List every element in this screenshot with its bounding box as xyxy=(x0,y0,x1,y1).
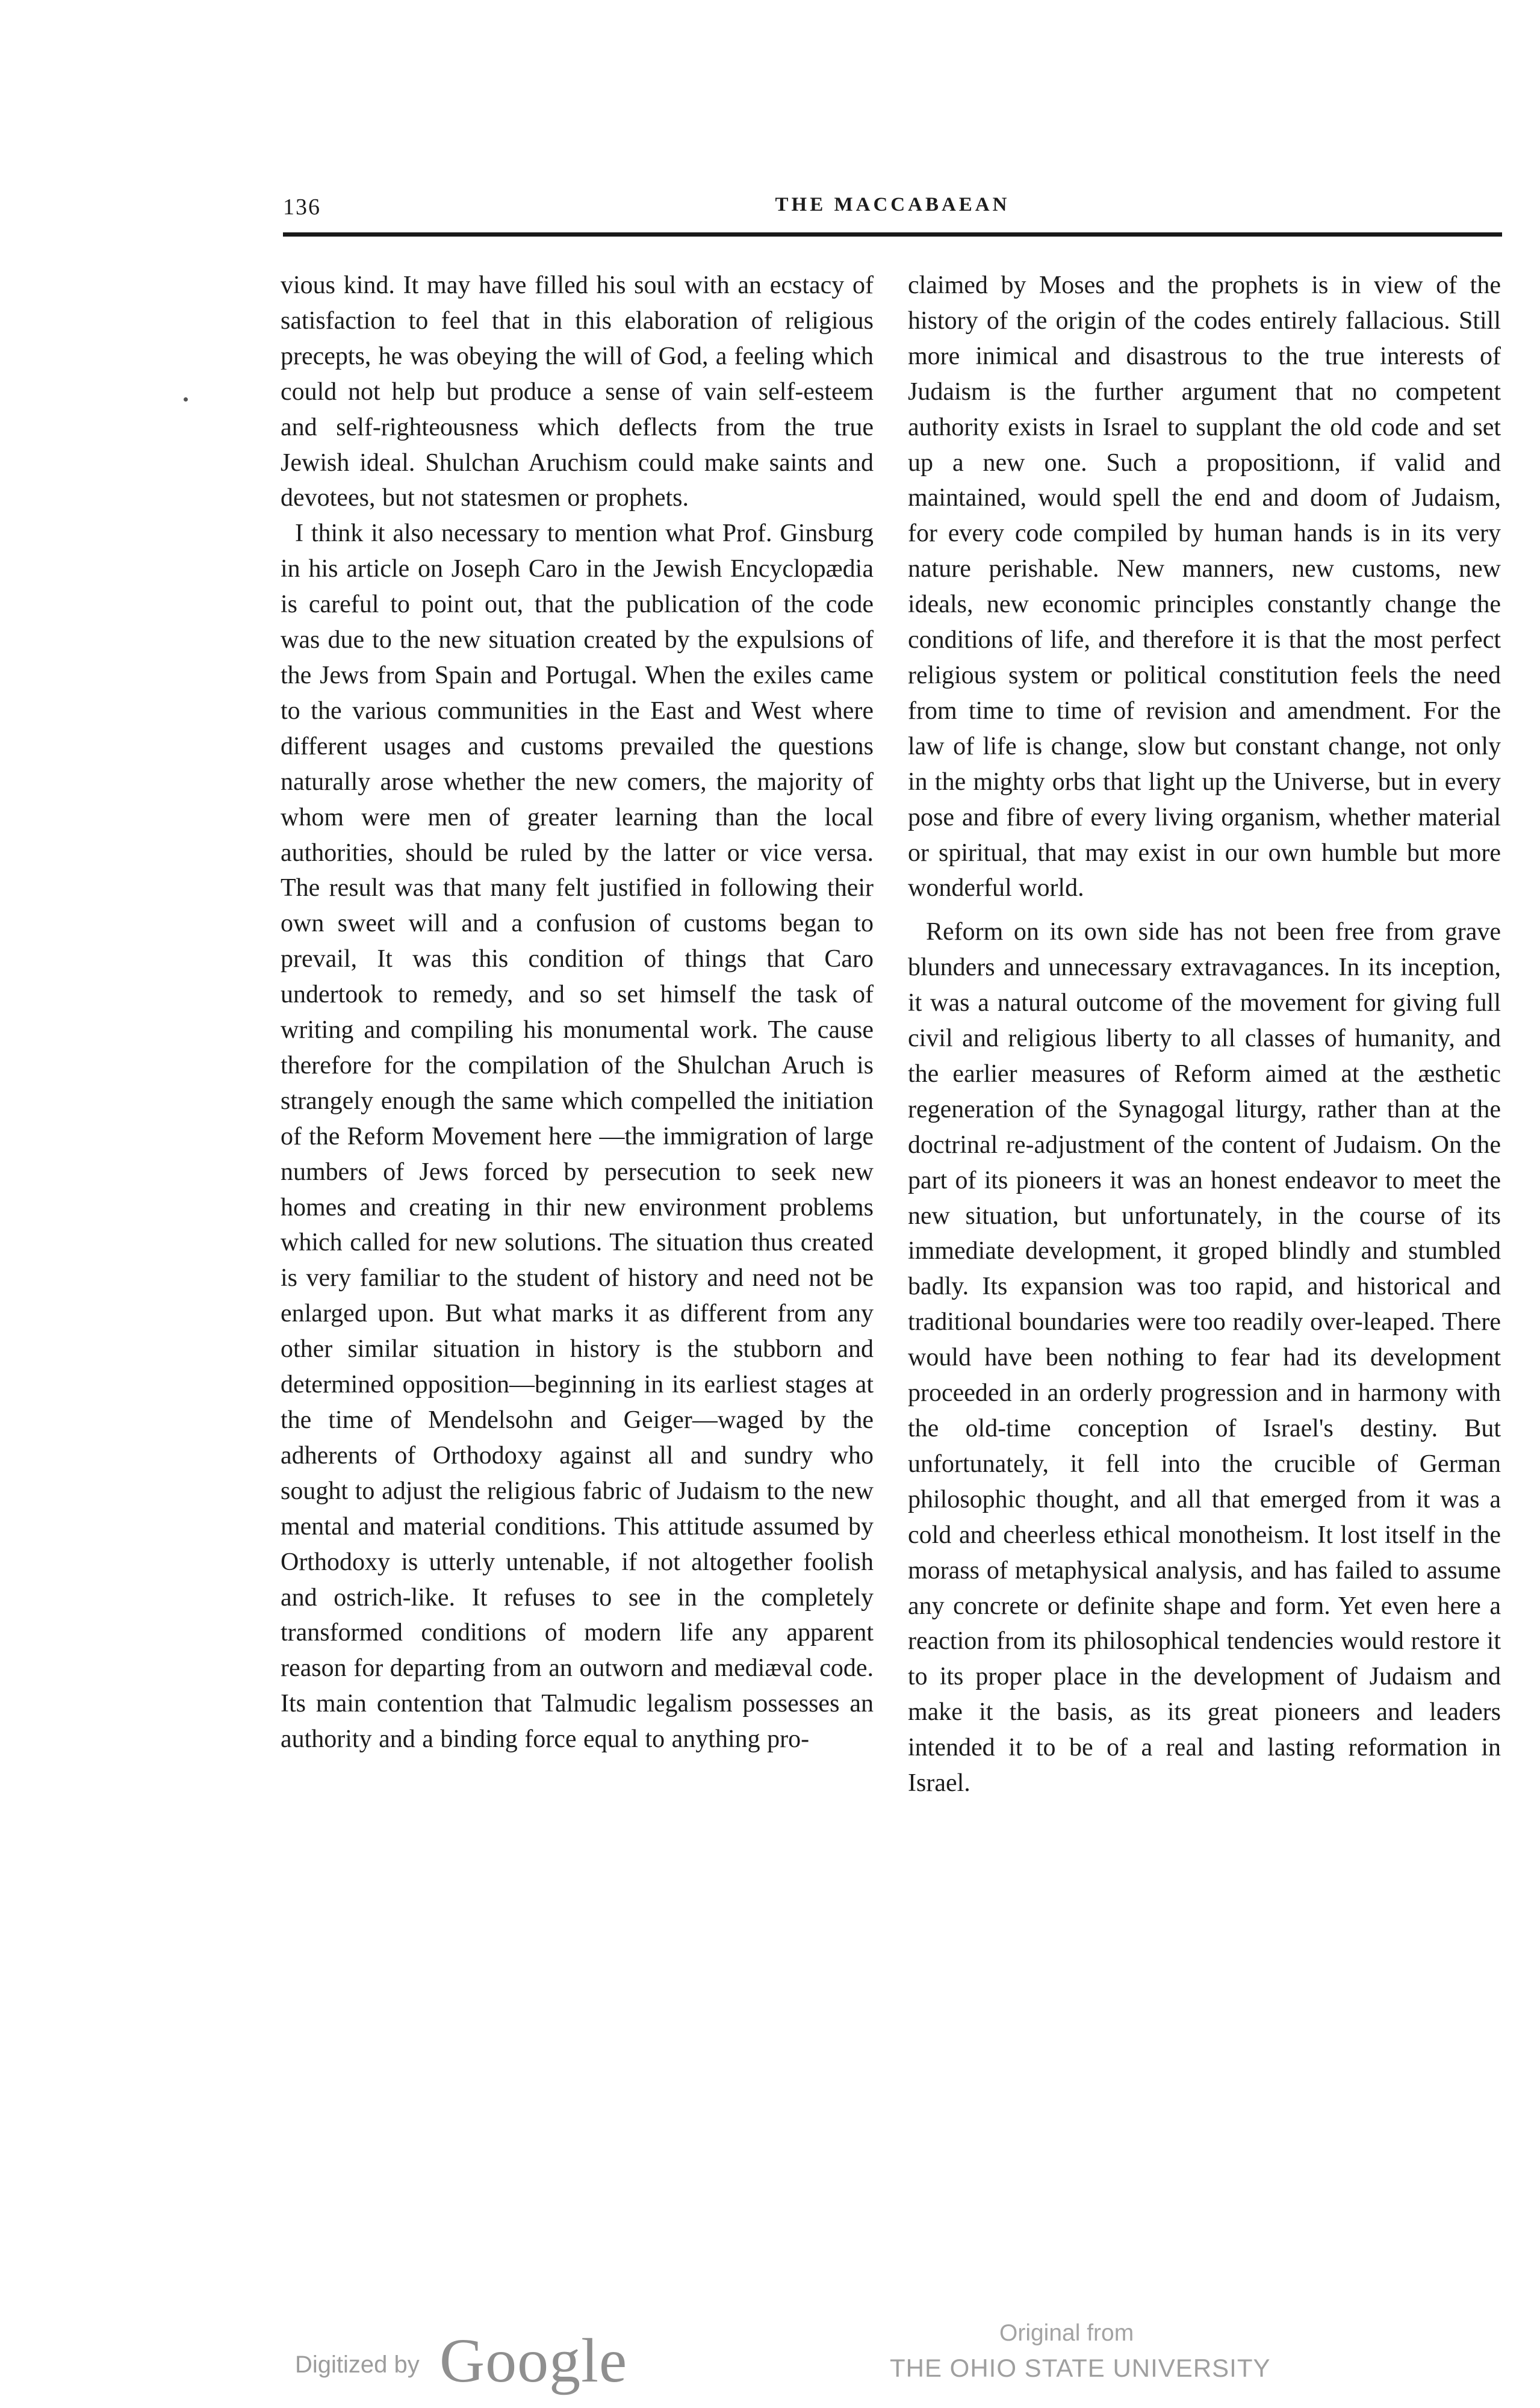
margin-speck xyxy=(184,397,188,402)
journal-title: THE MACCABAEAN xyxy=(775,194,1010,216)
digitization-footer xyxy=(0,2316,1540,2401)
left-column xyxy=(281,268,874,2315)
right-column xyxy=(908,268,1501,2315)
right-paragraph-1: claimed by Moses and the prophets is in view of the history of the origin of the codes entirely fallacious. Still more inimical and disastrous to the true interests of Judaism is the further argument that no competent authority exists in Israel to supplant the old code and set up a new one. Such a propositionn, if valid and maintained, would spell the end and doom of Judaism, for every code compiled by human hands is in its very nature perishable. New manners, new customs, new ideals, new economic principles constantly change the conditions of life, and therefore it is that the most perfect religious system or political constitution feels the need from time to time of revision and amendment. For the law of life is change, slow but constant change, not only in the mighty orbs that light up the Universe, but in every pose and fibre of every living organism, whether material or spiritual, that may exist in our own humble but more wonderful world. xyxy=(908,272,1501,902)
running-header xyxy=(283,194,1502,230)
page-number: 136 xyxy=(283,194,321,220)
right-paragraph-2: Reform on its own side has not been free from grave blunders and unnecessary extravagances. In its inception, it was a natural outcome of the movement for giving full civil and religious liberty to all classes of humanity, and the earlier measures of Reform aimed at the æsthetic regeneration of the Synagogal liturgy, rather than at the doctrinal re-adjustment of the content of Judaism. On the part of its pioneers it was an honest endeavor to meet the new situation, but unfortunately, in the course of its immediate development, it groped blindly and stumbled badly. Its expansion was too rapid, and historical and traditional boundaries were too readily over-leaped. There would have been nothing to fear had its development proceeded in an orderly progression and in harmony with the old-time conception of Israel's destiny. But unfortunately, it fell into the crucible of German philosophic thought, and all that emerged from it was a cold and cheerless ethical monotheism. It lost itself in the morass of metaphysical analysis, and has failed to assume any concrete or definite shape and form. Yet even here a reaction from its philosophical tendencies would restore it to its proper place in the development of Judaism and make it the basis, as its great pioneers and leaders intended it to be of a real and lasting reformation in Israel. xyxy=(908,918,1501,1798)
left-paragraph-2: I think it also necessary to mention what Prof. Ginsburg in his article on Joseph Caro in the Jewish Encyclopædia is careful to point out, that the publication of the code was due to the new situation created by the expulsions of the Jews from Spain and Portugal. When the exiles came to the various communities in the East and West where different usages and customs prevailed the questions naturally arose whether the new comers, the majority of whom were men of greater learning than the local authorities, should be ruled by the latter or vice versa. The result was that many felt justified in following their own sweet will and a confusion of customs began to prevail, It was this condition of things that Caro undertook to remedy, and so set himself the task of writing and compiling his monumental work. The cause therefore for the compilation of the Shulchan Aruch is strangely enough the same which compelled the initiation of the Reform Movement here —the immigration of large numbers of Jews forced by persecution to seek new homes and creating in thir new environment problems which called for new solutions. The situation thus created is very familiar to the student of history and need not be enlarged upon. But what marks it as different from any other similar situation in history is the stubborn and determined opposition—beginning in its earliest stages at the time of Mendelsohn and Geiger—waged by the adherents of Orthodoxy against all and sundry who sought to adjust the religious fabric of Judaism to the new mental and material conditions. This attitude assumed by Orthodoxy is utterly untenable, if not altogether foolish and ostrich-like. It refuses to see in the completely transformed conditions of modern life any apparent reason for departing from an outworn and mediæval code. Its main contention that Talmudic legalism possesses an authority and a binding force equal to anything pro- xyxy=(281,520,874,1754)
original-from-label: Original from xyxy=(999,2320,1134,2346)
digitized-by-label: Digitized by xyxy=(295,2351,420,2378)
original-source-label: THE OHIO STATE UNIVERSITY xyxy=(890,2354,1271,2382)
google-logo: Google xyxy=(439,2326,628,2395)
left-paragraph-1: vious kind. It may have filled his soul with an ecstacy of satisfaction to feel that in this elaboration of religious precepts, he was obeying the will of God, a feeling which could not help but produce a sense of vain self-esteem and self-righteousness which deflects from the true Jewish ideal. Shulchan Aruchism could make saints and devotees, but not statesmen or prophets. xyxy=(281,272,874,512)
header-rule xyxy=(283,232,1502,237)
